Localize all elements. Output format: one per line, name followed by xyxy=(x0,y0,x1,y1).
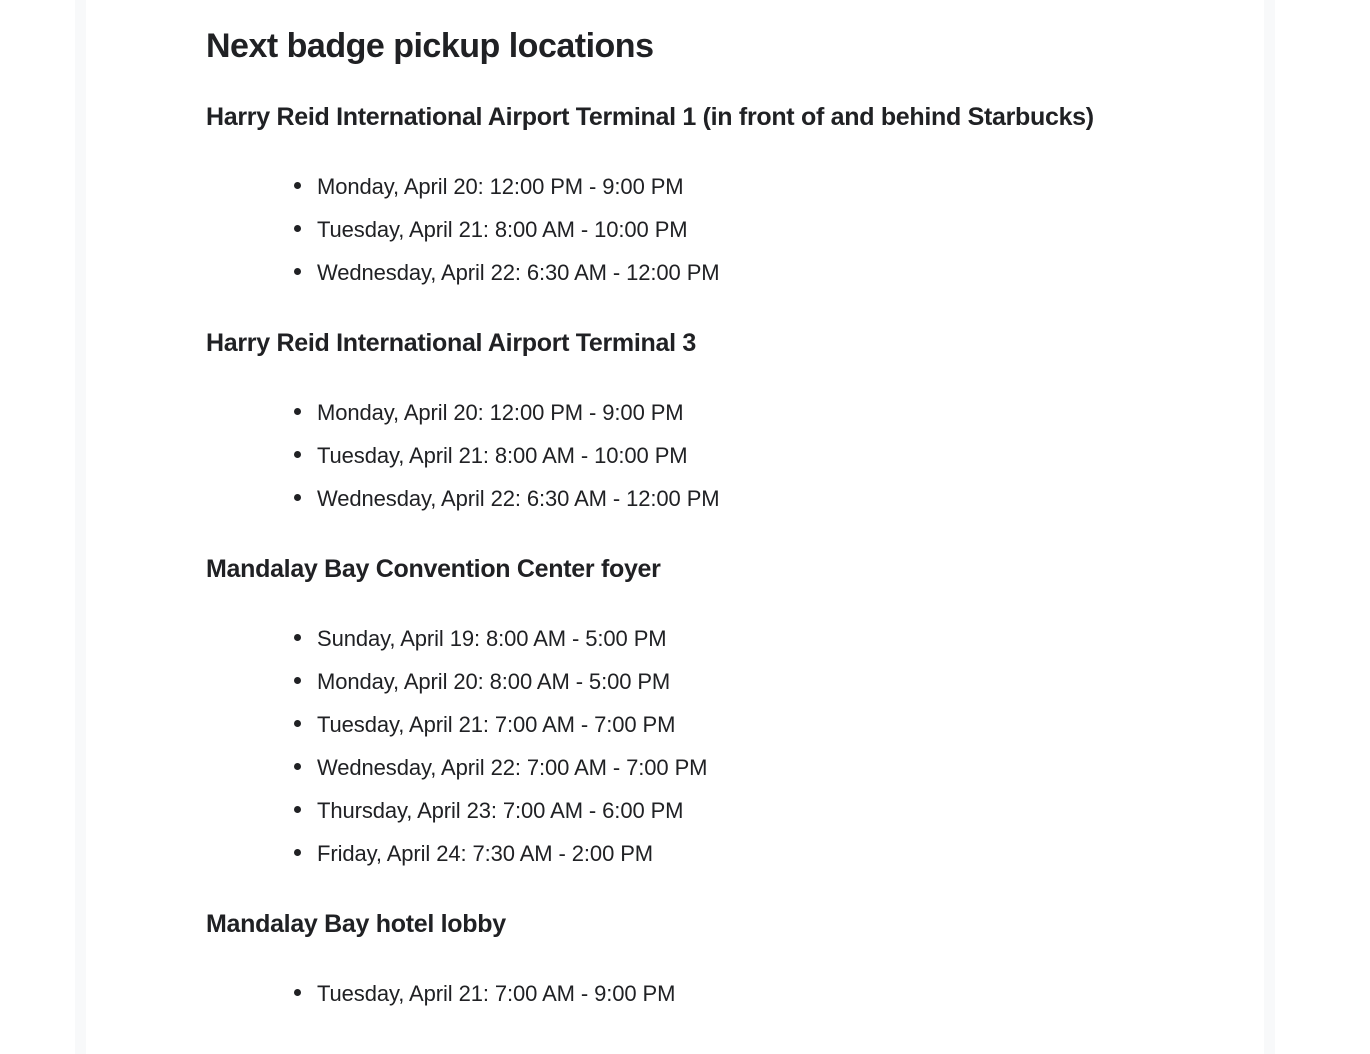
pickup-hours-item: Monday, April 20: 8:00 AM - 5:00 PM xyxy=(317,660,1264,703)
pickup-location-section xyxy=(206,324,1264,520)
location-heading: Mandalay Bay hotel lobby xyxy=(206,910,506,938)
pickup-hours-item: Wednesday, April 22: 7:00 AM - 7:00 PM xyxy=(317,746,1264,789)
pickup-hours-item: Monday, April 20: 12:00 PM - 9:00 PM xyxy=(317,391,1264,434)
pickup-hours-list xyxy=(206,391,1264,520)
location-heading: Mandalay Bay Convention Center foyer xyxy=(206,555,661,583)
pickup-location-section xyxy=(206,905,1264,1015)
page-title: Next badge pickup locations xyxy=(206,27,654,65)
pickup-hours-list xyxy=(206,972,1264,1015)
pickup-hours-item: Wednesday, April 22: 6:30 AM - 12:00 PM xyxy=(317,251,1264,294)
location-heading: Harry Reid International Airport Terminal 3 xyxy=(206,329,696,357)
pickup-hours-item: Tuesday, April 21: 8:00 AM - 10:00 PM xyxy=(317,434,1264,477)
pickup-hours-item: Wednesday, April 22: 6:30 AM - 12:00 PM xyxy=(317,477,1264,520)
pickup-hours-item: Thursday, April 23: 7:00 AM - 6:00 PM xyxy=(317,789,1264,832)
right-gutter-strip xyxy=(1264,0,1275,1054)
pickup-hours-item: Sunday, April 19: 8:00 AM - 5:00 PM xyxy=(317,617,1264,660)
pickup-location-section xyxy=(206,550,1264,875)
pickup-hours-item: Tuesday, April 21: 7:00 AM - 9:00 PM xyxy=(317,972,1264,1015)
pickup-hours-item: Tuesday, April 21: 7:00 AM - 7:00 PM xyxy=(317,703,1264,746)
pickup-hours-item: Tuesday, April 21: 8:00 AM - 10:00 PM xyxy=(317,208,1264,251)
location-heading: Harry Reid International Airport Terminal 1 (in front of and behind Starbucks) xyxy=(206,103,1094,131)
pickup-hours-list xyxy=(206,617,1264,875)
pickup-hours-item: Friday, April 24: 7:30 AM - 2:00 PM xyxy=(317,832,1264,875)
pickup-hours-list xyxy=(206,165,1264,294)
pickup-hours-item: Monday, April 20: 12:00 PM - 9:00 PM xyxy=(317,165,1264,208)
pickup-locations-list xyxy=(206,98,1264,1015)
pickup-location-section xyxy=(206,98,1264,294)
